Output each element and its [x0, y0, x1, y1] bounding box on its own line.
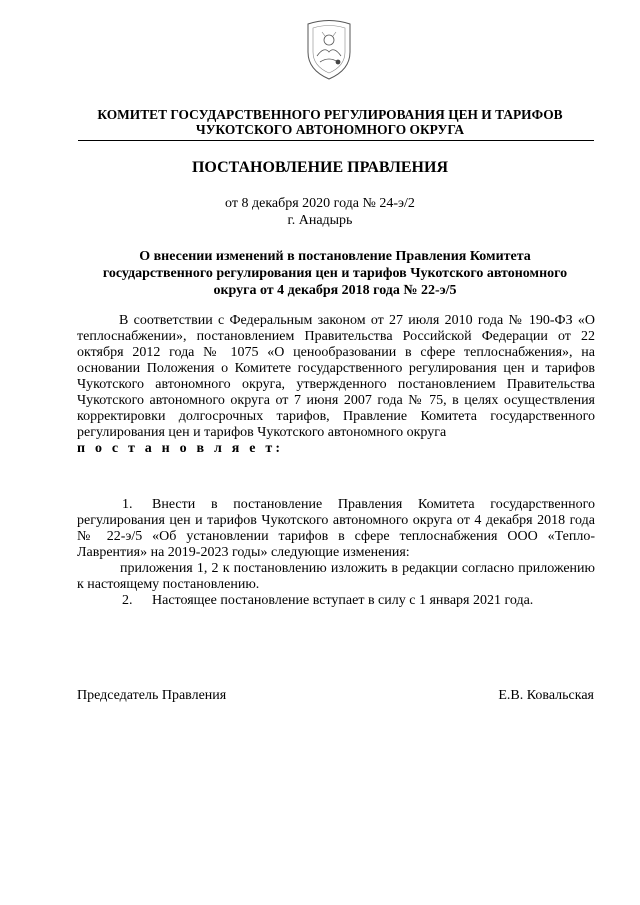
item-text: Внести в постановление Правления Комитета государственного регулирования цен и тарифов Чукотского автономного округа от 4 декабря 2018 года № 22-э/5 «Об установлении тарифов в сфере теплоснабжения ООО «Тепло-Лаврентия» на 2019-2023 годы» следующие изменения:	[77, 497, 595, 560]
header-divider	[78, 140, 594, 141]
document-subject	[70, 248, 600, 299]
items-block	[77, 497, 595, 609]
signatory-name: Е.В. Ковальская	[498, 688, 594, 703]
list-item	[77, 593, 595, 609]
list-item	[77, 497, 595, 561]
resolves-word: п о с т а н о в л я е т:	[77, 441, 284, 456]
subject-line: государственного регулирования цен и тарифов Чукотского автономного	[102, 266, 568, 281]
preamble: В соответствии с Федеральным законом от 27 июля 2010 года № 190-ФЗ «О теплоснабжении», постановлением Правительства Российской Федерации от 22 октября 2012 года № 1075 «О ценообразовании в сфере теплоснабжения», на основании Положения о Комитете государственного регулирования цен и тарифов Чукотского автономного округа, утвержденного постановлением Правительства Чукотского автономного округа от 7 июня 2007 года № 75, в целях осуществления корректировки долгосрочных тарифов, Правление Комитета государственного регулирования цен и тарифов Чукотского автономного округа	[77, 313, 595, 440]
item-number: 2.	[122, 593, 133, 608]
document-title: ПОСТАНОВЛЕНИЕ ПРАВЛЕНИЯ	[191, 159, 448, 176]
subject-line: округа от 4 декабря 2018 года № 22-э/5	[213, 283, 457, 298]
item-number: 1.	[122, 497, 133, 512]
coat-of-arms-icon	[302, 16, 356, 82]
signatory-position: Председатель Правления	[77, 688, 227, 703]
committee-name-line2: ЧУКОТСКОГО АВТОНОМНОГО ОКРУГА	[195, 122, 465, 137]
preamble-block	[77, 313, 595, 457]
sub-item: приложения 1, 2 к постановлению изложить в редакции согласно приложению к настоящему постановлению.	[77, 561, 595, 592]
item-text: Настоящее постановление вступает в силу с 1 января 2021 года.	[152, 593, 534, 608]
place: г. Анадырь	[287, 213, 353, 228]
subject-line: О внесении изменений в постановление Правления Комитета	[139, 249, 531, 264]
committee-name-line1: КОМИТЕТ ГОСУДАРСТВЕННОГО РЕГУЛИРОВАНИЯ ЦЕН И ТАРИФОВ	[97, 107, 563, 122]
date-number: от 8 декабря 2020 года № 24-э/2	[225, 196, 415, 211]
